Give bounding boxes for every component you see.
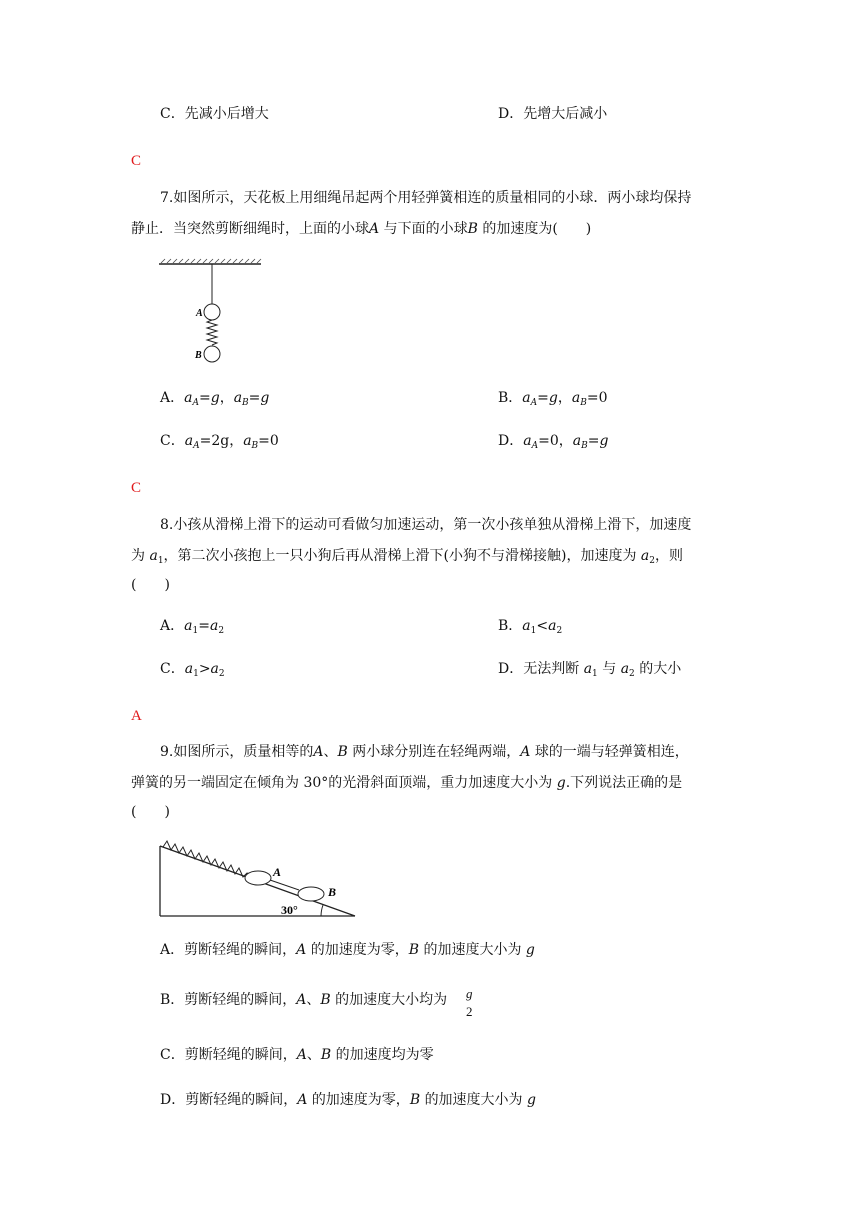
q7-stem-line2: 静止．当突然剪断细绳时，上面的小球A 与下面的小球B 的加速度为( ) <box>131 221 592 237</box>
q7-option-c: C．$a_A=2g$，$a_B=0$ <box>160 433 279 451</box>
q9-option-d: D．剪断轻绳的瞬间，A 的加速度为零，B 的加速度大小为 g <box>160 1092 536 1108</box>
q9-fig-label-b: B <box>328 885 337 899</box>
q8-option-c: C．$a_1>a_2$ <box>160 661 225 679</box>
q9-fig-label-a: A <box>273 865 282 879</box>
q8-option-d: D．无法判断 $a_1$ 与 $a_2$ 的大小 <box>498 661 682 679</box>
q8-option-b: B．$a_1<a_2$ <box>498 618 563 636</box>
q9-option-c: C．剪断轻绳的瞬间，A、B 的加速度均为零 <box>160 1047 434 1063</box>
q9-stem-line1: 9.如图所示，质量相等的A、B 两小球分别连在轻绳两端，A 球的一端与轻弹簧相连， <box>160 744 689 760</box>
q7-option-a: A．$a_A=g$，$a_B=g$ <box>160 390 270 408</box>
q6-answer: C <box>131 153 142 169</box>
q9-option-b-fraction-denominator: 2 <box>466 1004 473 1019</box>
q7-answer: C <box>131 480 142 496</box>
q7-fig-label-b: B <box>195 350 202 361</box>
q7-fig-label-a: A <box>196 308 203 319</box>
q6-option-c: C．先减小后增大 <box>160 106 269 122</box>
q7-figure <box>155 256 270 368</box>
q9-stem-line2: 弹簧的另一端固定在倾角为 30°的光滑斜面顶端，重力加速度大小为 g.下列说法正确的是 <box>131 775 683 791</box>
q8-stem-line2: 为 $a_1$，第二次小孩抱上一只小狗后再从滑梯上滑下(小狗不与滑梯接触)，加速度为 $a_2$，则 <box>131 548 684 566</box>
q9-option-b: B．剪断轻绳的瞬间，A、B 的加速度大小均为 <box>160 992 448 1008</box>
q9-option-b-fraction-numerator: g <box>466 986 473 1001</box>
q8-option-a: A．$a_1=a_2$ <box>160 618 225 636</box>
q9-rope <box>270 880 299 890</box>
q9-figure <box>155 836 360 920</box>
q7-ball-b <box>204 346 220 362</box>
q8-stem-line3: ( ) <box>131 577 170 593</box>
q9-spring <box>163 841 255 877</box>
q8-stem-line1: 8.小孩从滑梯上滑下的运动可看做匀加速运动，第一次小孩单独从滑梯上滑下，加速度 <box>160 517 692 533</box>
q9-ball-b <box>298 887 324 901</box>
q7-option-b: B．$a_A=g$，$a_B=0$ <box>498 390 608 408</box>
q9-fig-angle: 30° <box>281 903 298 917</box>
q9-ball-a <box>245 871 271 885</box>
q7-ball-a <box>204 304 220 320</box>
q9-option-a: A．剪断轻绳的瞬间，A 的加速度为零，B 的加速度大小为 g <box>160 942 535 958</box>
q7-spring <box>207 320 217 345</box>
q6-option-d: D．先增大后减小 <box>498 106 608 122</box>
q8-answer: A <box>131 708 142 724</box>
q7-option-d: D．$a_A=0$，$a_B=g$ <box>498 433 609 451</box>
q9-stem-line3: ( ) <box>131 804 170 820</box>
q7-stem-line1: 7.如图所示，天花板上用细绳吊起两个用轻弹簧相连的质量相同的小球．两小球均保持 <box>160 190 692 206</box>
